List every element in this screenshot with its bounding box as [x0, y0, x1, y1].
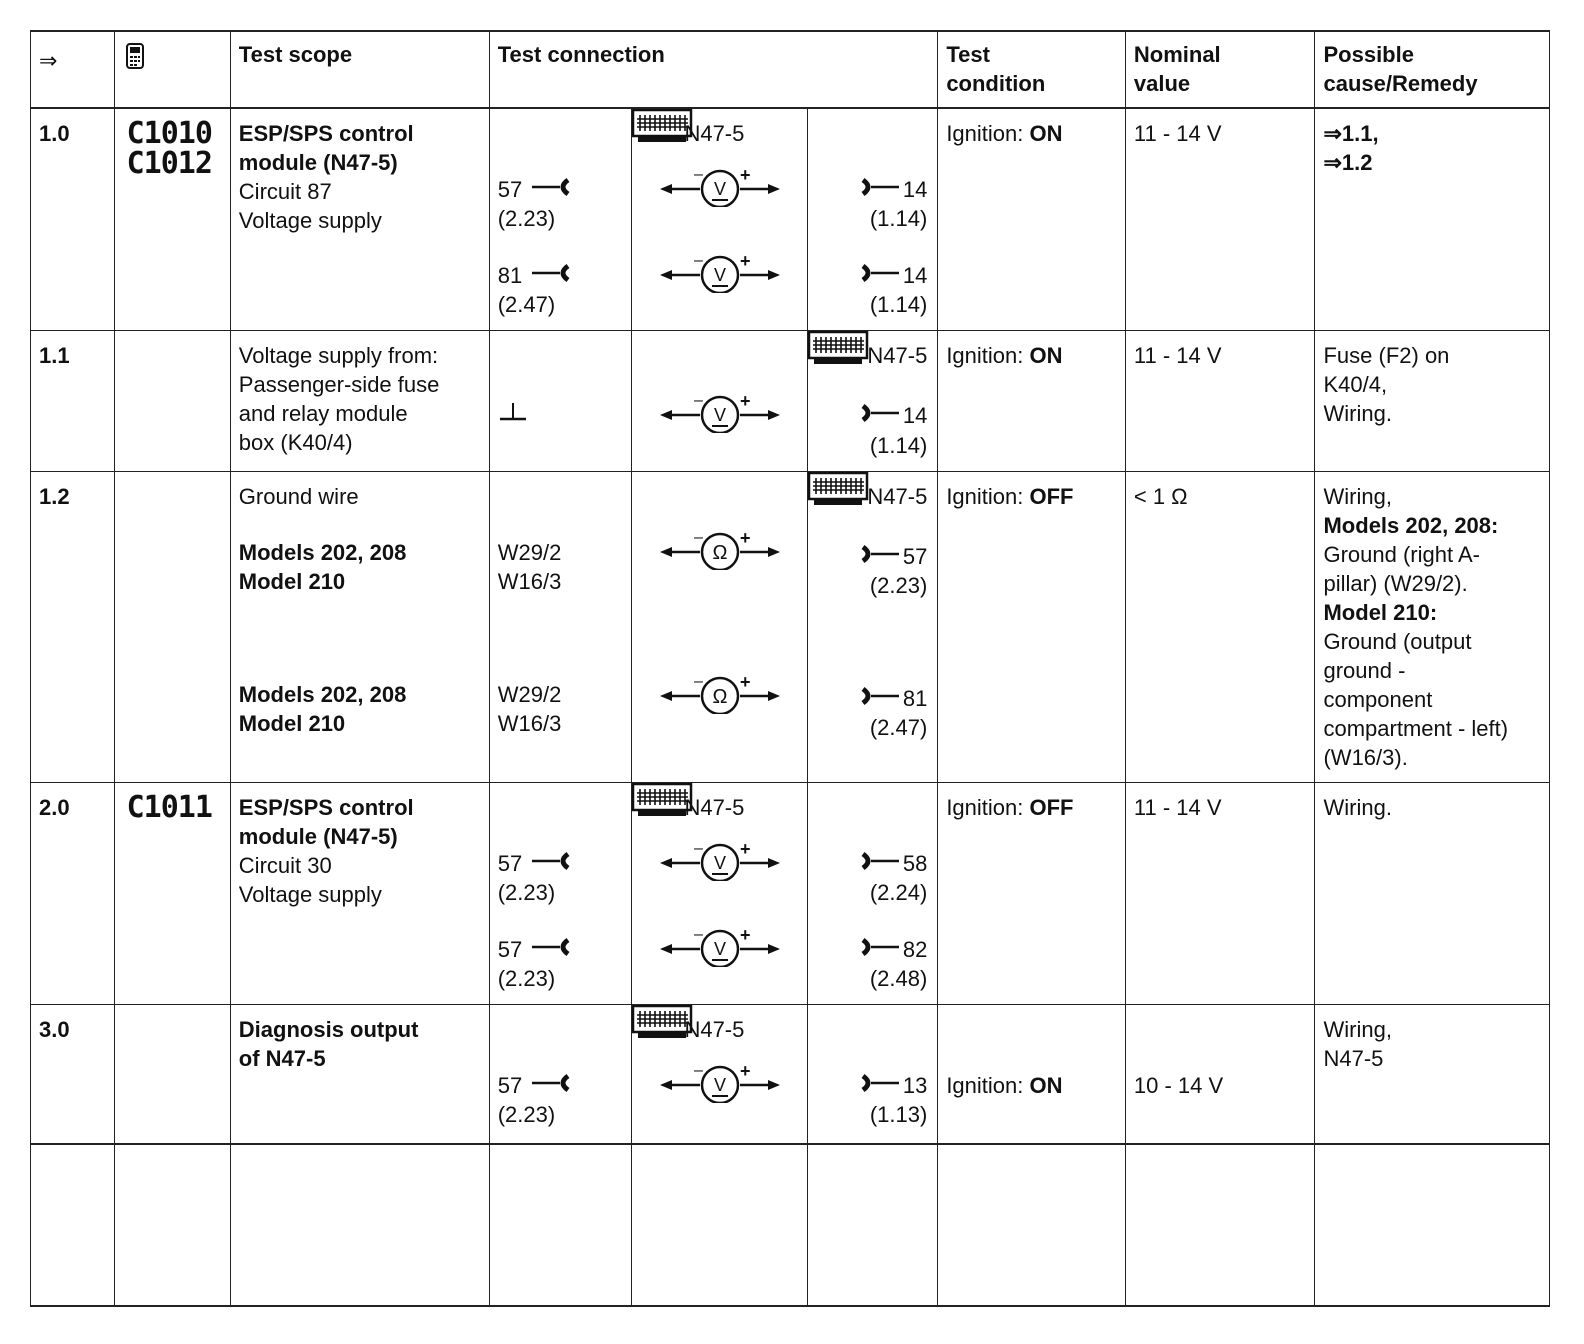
- plug-icon: [528, 851, 572, 871]
- test-condition: Ignition: OFF: [946, 794, 1074, 820]
- scope-title: ESP/SPS control: [238, 121, 414, 146]
- nominal-value: 11 - 14 V: [1133, 794, 1222, 820]
- step-number: 2.0: [39, 794, 70, 820]
- plug-icon: [528, 177, 572, 197]
- pin-right: 14: [859, 175, 927, 204]
- voltmeter-icon: [660, 841, 780, 881]
- ohmmeter-icon: [660, 674, 780, 714]
- pin-left-ref: (2.23): [497, 1101, 556, 1127]
- scope-text: box (K40/4): [238, 429, 353, 455]
- row-1-0: [31, 108, 1550, 330]
- step-number: 1.0: [39, 121, 70, 146]
- ground-point: W16/3: [497, 568, 562, 594]
- step-number: 1.2: [39, 483, 70, 509]
- voltmeter-icon: [660, 253, 780, 293]
- fault-code: C1011: [126, 789, 212, 825]
- cause-model: Model 210:: [1323, 599, 1438, 625]
- ground-icon: [498, 401, 528, 425]
- cause-text: Wiring,: [1323, 1016, 1392, 1042]
- fault-code: C1012: [126, 146, 212, 181]
- nominal-value: < 1 Ω: [1133, 483, 1188, 509]
- scope-title: ESP/SPS control: [238, 794, 414, 820]
- plug-icon: [528, 263, 572, 283]
- cause-text: Ground (right A-: [1323, 541, 1480, 567]
- pin-right: 14: [859, 401, 927, 430]
- ecu-label: N47-5: [684, 1016, 745, 1042]
- empty-row: [31, 1144, 1550, 1306]
- pin-right: 82: [859, 935, 927, 964]
- pin-right: 58: [859, 849, 927, 878]
- scope-title: of N47-5: [238, 1045, 326, 1071]
- pin-right-ref: (1.13): [869, 1101, 928, 1127]
- pin-right-ref: (2.23): [869, 572, 928, 598]
- pin-right-ref: (2.24): [869, 879, 928, 905]
- nominal-value: 10 - 14 V: [1133, 1072, 1224, 1098]
- cause-text: compartment - left): [1323, 715, 1509, 741]
- row-2-0: [31, 782, 1550, 1004]
- pin-right: 81: [859, 684, 927, 713]
- header-test-condition: Test condition: [938, 31, 1126, 108]
- ecu-label: N47-5: [867, 483, 928, 509]
- socket-icon: [859, 937, 903, 957]
- tester-icon: [125, 42, 145, 70]
- cause-text: Wiring.: [1323, 794, 1392, 820]
- socket-icon: [859, 686, 903, 706]
- pin-left: 57: [498, 935, 573, 964]
- plug-icon: [528, 1073, 572, 1093]
- model-label: Models 202, 208: [238, 539, 407, 565]
- pin-left-ref: (2.23): [497, 879, 556, 905]
- pin-left: 57: [498, 175, 573, 204]
- socket-icon: [859, 177, 903, 197]
- ecu-label: N47-5: [684, 121, 745, 146]
- cause-text: Wiring,: [1323, 483, 1392, 509]
- row-1-1: [31, 330, 1550, 471]
- pin-left-ref: (2.23): [497, 206, 556, 231]
- ecu-label: N47-5: [867, 342, 928, 368]
- pin-right: 13: [859, 1071, 927, 1100]
- scope-text: and relay module: [238, 400, 408, 426]
- voltmeter-icon: [660, 393, 780, 433]
- header-arrow: ⇒: [31, 31, 115, 108]
- scope-text: Passenger-side fuse: [238, 371, 440, 397]
- cause-text: (W16/3).: [1323, 744, 1408, 770]
- test-table: [30, 30, 1550, 1307]
- voltmeter-icon: [660, 167, 780, 207]
- cause-text: Wiring.: [1323, 400, 1392, 426]
- nominal-value: 11 - 14 V: [1133, 121, 1222, 146]
- pin-left-ref: (2.23): [497, 965, 556, 991]
- voltmeter-icon: [660, 927, 780, 967]
- cause-text: K40/4,: [1323, 371, 1388, 397]
- pin-right-ref: (1.14): [869, 292, 928, 317]
- fault-code: C1010: [126, 116, 212, 151]
- scope-text: Circuit 87: [238, 179, 332, 204]
- row-3-0: [31, 1004, 1550, 1144]
- ecu-label: N47-5: [684, 794, 745, 820]
- header-test-scope: Test scope: [230, 31, 489, 108]
- cause-text: pillar) (W29/2).: [1323, 570, 1468, 596]
- test-condition: Ignition: ON: [946, 121, 1063, 146]
- pin-left: 81: [498, 261, 573, 290]
- cause-text: Fuse (F2) on: [1323, 342, 1450, 368]
- model-label: Model 210: [238, 568, 346, 594]
- header-possible-cause: Possible cause/Remedy: [1315, 31, 1550, 108]
- step-number: 3.0: [39, 1016, 70, 1042]
- socket-icon: [859, 403, 903, 423]
- pin-left-ref: (2.47): [497, 292, 556, 317]
- scope-text: Ground wire: [238, 483, 359, 509]
- plug-icon: [528, 937, 572, 957]
- pin-right-ref: (1.14): [869, 206, 928, 231]
- ground-point: W29/2: [497, 539, 562, 565]
- ecu-connector-icon: [808, 331, 870, 367]
- socket-icon: [859, 1073, 903, 1093]
- header-tester: [114, 31, 230, 108]
- pin-left: 57: [498, 849, 573, 878]
- model-label: Model 210: [238, 710, 346, 736]
- scope-text: Voltage supply: [238, 881, 382, 907]
- socket-icon: [859, 851, 903, 871]
- model-label: Models 202, 208: [238, 681, 407, 707]
- cause-link[interactable]: ⇒1.1,: [1323, 121, 1379, 146]
- socket-icon: [859, 263, 903, 283]
- row-1-2: [31, 471, 1550, 782]
- cause-text: component: [1323, 686, 1433, 712]
- pin-right-ref: (2.48): [869, 965, 928, 991]
- scope-title: module (N47-5): [238, 150, 398, 175]
- step-number: 1.1: [39, 342, 70, 368]
- header-nominal-value: Nominal value: [1125, 31, 1315, 108]
- scope-title: module (N47-5): [238, 823, 398, 849]
- ohmmeter-icon: [660, 530, 780, 570]
- test-condition: Ignition: ON: [946, 342, 1063, 368]
- scope-text: Circuit 30: [238, 852, 332, 878]
- cause-text: ground -: [1323, 657, 1406, 683]
- header-row: [31, 31, 1550, 108]
- header-test-connection: Test connection: [489, 31, 938, 108]
- cause-link[interactable]: ⇒1.2: [1323, 150, 1373, 175]
- nominal-value: 11 - 14 V: [1133, 342, 1222, 368]
- test-condition: Ignition: ON: [946, 1072, 1063, 1098]
- pin-right-ref: (1.14): [869, 432, 928, 458]
- scope-text: Voltage supply: [238, 208, 382, 233]
- test-condition: Ignition: OFF: [946, 483, 1074, 509]
- socket-icon: [859, 544, 903, 564]
- ground-point: W29/2: [497, 681, 562, 707]
- cause-text: Ground (output: [1323, 628, 1472, 654]
- pin-right: 57: [859, 542, 927, 571]
- ecu-connector-icon: [808, 472, 870, 508]
- voltmeter-icon: [660, 1063, 780, 1103]
- cause-model: Models 202, 208:: [1323, 512, 1499, 538]
- ground-point: W16/3: [497, 710, 562, 736]
- pin-right-ref: (2.47): [869, 714, 928, 740]
- scope-text: Voltage supply from:: [238, 342, 439, 368]
- pin-left: 57: [498, 1071, 573, 1100]
- pin-right: 14: [859, 261, 927, 290]
- scope-title: Diagnosis output: [238, 1016, 419, 1042]
- cause-text: N47-5: [1323, 1045, 1384, 1071]
